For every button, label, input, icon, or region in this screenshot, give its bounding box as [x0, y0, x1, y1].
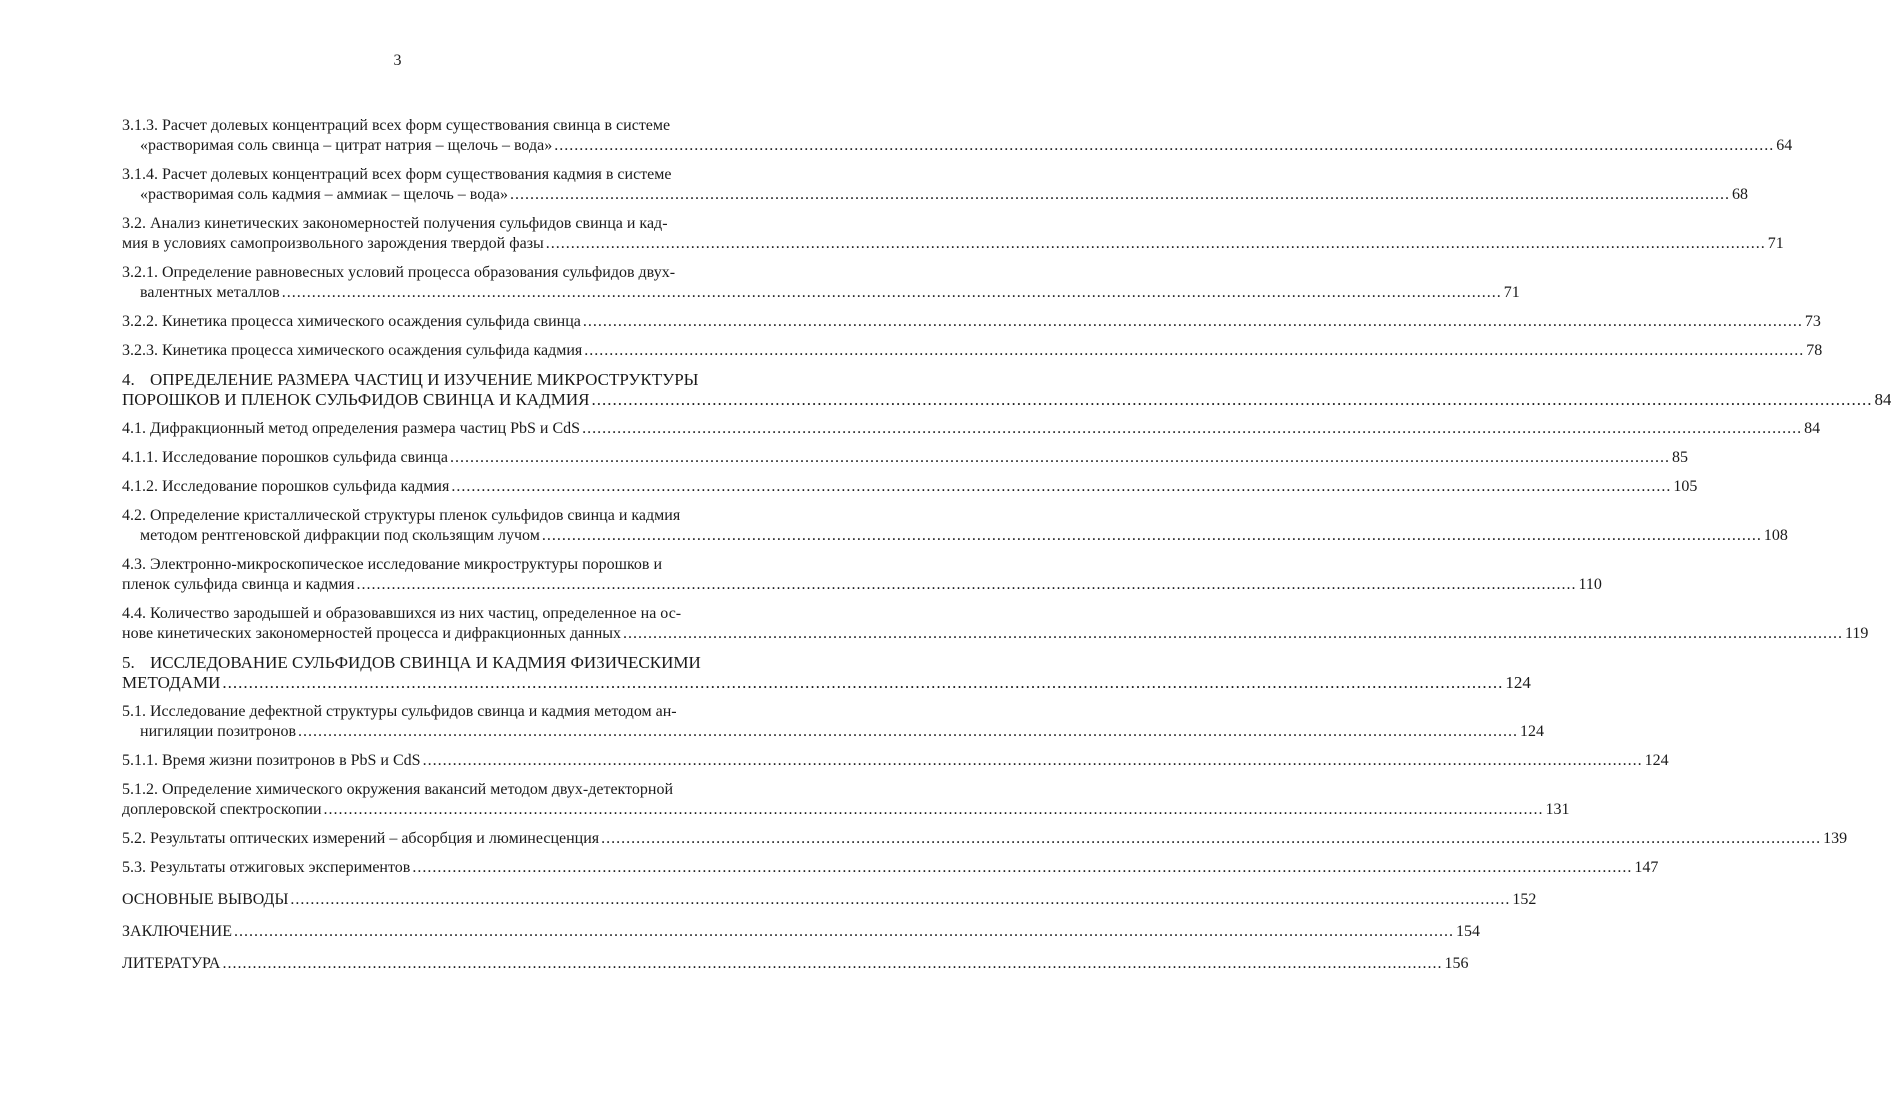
toc-entry-text: 4.1.1. Исследование порошков сульфида свинца — [122, 449, 448, 466]
toc-page-number: 139 — [1823, 830, 1848, 847]
toc-entry-text: 3.1.4. Расчет долевых концентраций всех форм существования кадмия в системе — [122, 166, 672, 183]
table-of-contents — [122, 116, 1891, 980]
toc-entry-text: 5.2. Результаты оптических измерений – абсорбция и люминесценция — [122, 830, 600, 847]
toc-entry-text: 5.1.2. Определение химического окружения вакансий методом двух-детекторной — [122, 781, 674, 798]
toc-entry-text: 5.1. Исследование дефектной структуры сульфидов свинца и кадмия методом ан- — [122, 703, 677, 720]
toc-entry-text: 3.2.3. Кинетика процесса химического осаждения сульфида кадмия — [122, 342, 583, 359]
toc-entry-text: «растворимая соль свинца – цитрат натрия – щелочь – вода» — [140, 137, 553, 154]
toc-entry-text: ОПРЕДЕЛЕНИЕ РАЗМЕРА ЧАСТИЦ И ИЗУЧЕНИЕ МИКРОСТРУКТУРЫ — [150, 370, 699, 389]
toc-entry-text: 4.1.2. Исследование порошков сульфида кадмия — [122, 478, 450, 495]
page-number: 3 — [393, 52, 402, 69]
toc-page-number: 78 — [1806, 342, 1823, 359]
toc-entry-text: методом рентгеновской дифракции под скользящим лучом — [140, 527, 540, 544]
toc-page-number: 64 — [1776, 137, 1793, 154]
toc-entry-5-1-1 — [122, 751, 1669, 771]
toc-entry-text: мия в условиях самопроизвольного зарождения твердой фазы — [122, 235, 544, 252]
toc-page-number: 124 — [1520, 723, 1545, 740]
toc-entry-text: 4.2. Определение кристаллической структуры пленок сульфидов свинца и кадмия — [122, 507, 681, 524]
toc-page-number: 152 — [1512, 891, 1537, 908]
toc-entry-text: валентных металлов — [140, 284, 280, 301]
toc-entry-text: 4.3. Электронно-микроскопическое исследование микроструктуры порошков и — [122, 556, 663, 573]
toc-page-number: 68 — [1732, 186, 1749, 203]
toc-entry-4-1-2 — [122, 477, 1698, 497]
toc-entry-5-3 — [122, 858, 1659, 878]
toc-entry-text: ИССЛЕДОВАНИЕ СУЛЬФИДОВ СВИНЦА И КАДМИЯ ФИЗИЧЕСКИМИ — [150, 653, 701, 672]
toc-page-number: 147 — [1634, 859, 1659, 876]
toc-entry-literature — [122, 954, 1469, 974]
toc-entry-text: ЗАКЛЮЧЕНИЕ — [122, 923, 232, 940]
toc-chapter-5 — [122, 653, 1531, 693]
toc-page-number: 84 — [1804, 420, 1821, 437]
toc-page-number: 156 — [1444, 955, 1469, 972]
toc-entry-4-3 — [122, 555, 1602, 595]
toc-page-number: 73 — [1804, 313, 1821, 330]
toc-entry-text: нове кинетических закономерностей процесса и дифракционных данных — [122, 625, 621, 642]
toc-entry-text: 3.1.3. Расчет долевых концентраций всех форм существования свинца в системе — [122, 117, 671, 134]
toc-entry-text: 5.1.1. Время жизни позитронов в PbS и CdS — [122, 752, 421, 769]
toc-entry-text: «растворимая соль кадмия – аммиак – щелочь – вода» — [140, 186, 509, 203]
toc-page-number: 71 — [1503, 284, 1520, 301]
toc-entry-3-2-2 — [122, 312, 1821, 332]
toc-entry-4-2 — [122, 506, 1788, 546]
toc-entry-text: пленок сульфида свинца и кадмия — [122, 576, 355, 593]
toc-entry-text: доплеровской спектроскопии — [122, 801, 322, 818]
toc-entry-4-4 — [122, 604, 1869, 644]
toc-entry-text: МЕТОДАМИ — [122, 673, 221, 692]
toc-page-number: 85 — [1671, 449, 1688, 466]
toc-entry-text: нигиляции позитронов — [140, 723, 297, 740]
toc-page-number: 124 — [1644, 752, 1669, 769]
toc-entry-4-1-1 — [122, 448, 1688, 468]
toc-entry-3-1-3 — [122, 116, 1793, 156]
toc-page-number: 154 — [1455, 923, 1480, 940]
toc-entry-3-2-3 — [122, 341, 1823, 361]
toc-entry-text: 3.2.1. Определение равновесных условий процесса образования сульфидов двух- — [122, 264, 676, 281]
toc-page-number: 84 — [1874, 390, 1891, 409]
toc-entry-5-1 — [122, 702, 1545, 742]
toc-entry-text: 4.4. Количество зародышей и образовавшихся из них частиц, определенное на ос- — [122, 605, 682, 622]
toc-page-number: 108 — [1763, 527, 1788, 544]
toc-entry-4-1 — [122, 419, 1821, 439]
toc-page-number: 119 — [1845, 625, 1869, 642]
toc-entry-3-1-4 — [122, 165, 1749, 205]
toc-entry-3-2 — [122, 214, 1784, 254]
toc-page-number: 124 — [1505, 673, 1531, 692]
toc-entry-5-2 — [122, 829, 1848, 849]
toc-entry-text: 5.3. Результаты отжиговых экспериментов — [122, 859, 411, 876]
toc-entry-text: ОСНОВНЫЕ ВЫВОДЫ — [122, 891, 289, 908]
toc-chapter-4 — [122, 370, 1891, 410]
toc-entry-3-2-1 — [122, 263, 1520, 303]
toc-entry-5-1-2 — [122, 780, 1570, 820]
chapter-number: 5. — [122, 653, 135, 672]
toc-entry-text: ЛИТЕРАТУРА — [122, 955, 221, 972]
toc-page-number: 105 — [1673, 478, 1698, 495]
toc-entry-text: 3.2.2. Кинетика процесса химического осаждения сульфида свинца — [122, 313, 581, 330]
toc-entry-summary — [122, 922, 1480, 942]
toc-page-number: 110 — [1578, 576, 1602, 593]
toc-entry-conclusions — [122, 890, 1537, 910]
toc-entry-text: 4.1. Дифракционный метод определения размера частиц PbS и CdS — [122, 420, 581, 437]
toc-page-number: 131 — [1545, 801, 1570, 818]
toc-entry-text: 3.2. Анализ кинетических закономерностей получения сульфидов свинца и кад- — [122, 215, 668, 232]
chapter-number: 4. — [122, 370, 135, 389]
toc-entry-text: ПОРОШКОВ И ПЛЕНОК СУЛЬФИДОВ СВИНЦА И КАДМИЯ — [122, 390, 590, 409]
toc-page-number: 71 — [1767, 235, 1784, 252]
